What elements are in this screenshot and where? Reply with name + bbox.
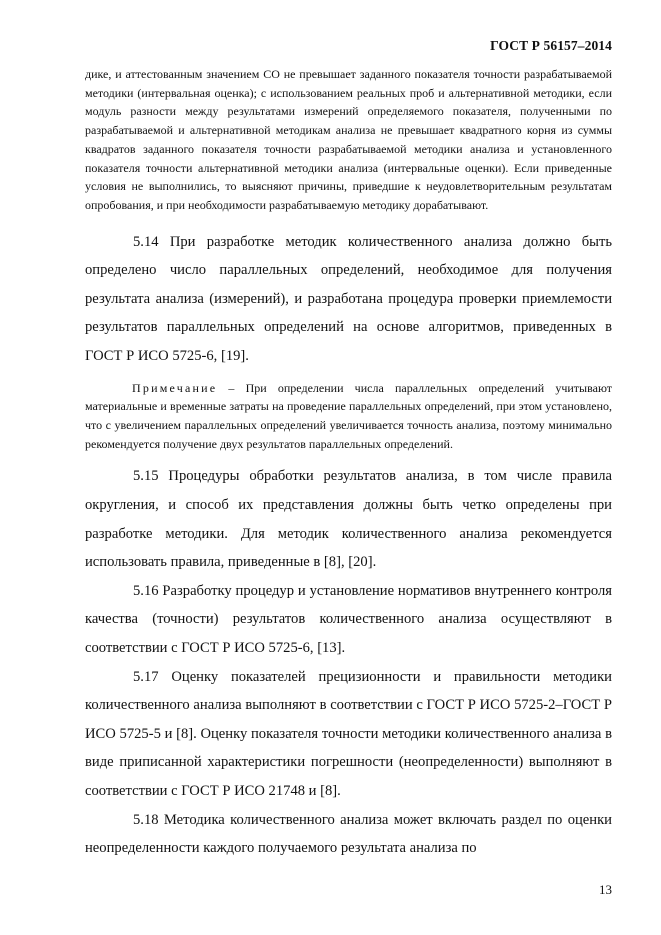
clause-5-18: 5.18 Методика количественного анализа может включать раздел по оценки неопределенности каждого получаемого результата анализа по [85, 811, 612, 857]
clause-5-17: 5.17 Оценку показателей прецизионности и правильности методики количественного анализа выполняют в соответствии с ГОСТ Р ИСО 5725-2–ГОСТ Р ИСО 5725-5 и [8]. Оценку показателя точности методики количественного анализа в виде приписанной характеристики погрешности (неопределенности) выполняют в соответствии с ГОСТ Р ИСО 21748 и [8]. [85, 668, 612, 799]
clause-5-14: 5.14 При разработке методик количественного анализа должно быть определено число параллельных определений, необходимое для получения результата анализа (измерений), и разработана процедура проверки приемлемости результатов параллельных определений на основе алгоритмов, приведенных в ГОСТ Р ИСО 5725-6, [19]. [85, 233, 612, 364]
note-label: Примечание [132, 380, 218, 395]
page-body [85, 65, 612, 863]
note-paragraph [85, 379, 612, 454]
clause-5-15: 5.15 Процедуры обработки результатов анализа, в том числе правила округления, и способ их представления должны быть четко определены при разработке методики. Для методик количественного анализа рекомендуется использовать правила, приведенные в [8], [20]. [85, 468, 612, 571]
clause-5-16: 5.16 Разработку процедур и установление нормативов внутреннего контроля качества (точности) результатов количественного анализа осуществляют в соответствии с ГОСТ Р ИСО 5725-6, [13]. [85, 582, 612, 656]
document-code-header: ГОСТ Р 56157–2014 [490, 38, 612, 53]
page-number: 13 [599, 882, 612, 897]
note-text: – При определении числа параллельных определений учитывают материальные и временные затраты на проведение параллельных определений, при этом установлено, что с увеличением параллельных определений увеличивается точность анализа, поэтому минимально рекомендуется получение двух результатов параллельных определений. [85, 380, 612, 451]
continuation-paragraph: дике, и аттестованным значением СО не превышает заданного показателя точности разрабатываемой методики (интервальная оценка); с использованием реальных проб и альтернативной методики, если модуль разности между результатами измерений определяемого показателя, полученными по разрабатываемой и альтернативной методикам анализа не превышает квадратного корня из суммы квадратов заданного показателя точности разрабатываемой методики анализа и установленного показателя точности альтернативной методики анализа (интервальные оценки). Если приведенные условия не выполнились, то выясняют причины, приведшие к неудовлетворительным результатам опробования, и при необходимости разрабатываемую методику дорабатывают. [85, 67, 612, 212]
